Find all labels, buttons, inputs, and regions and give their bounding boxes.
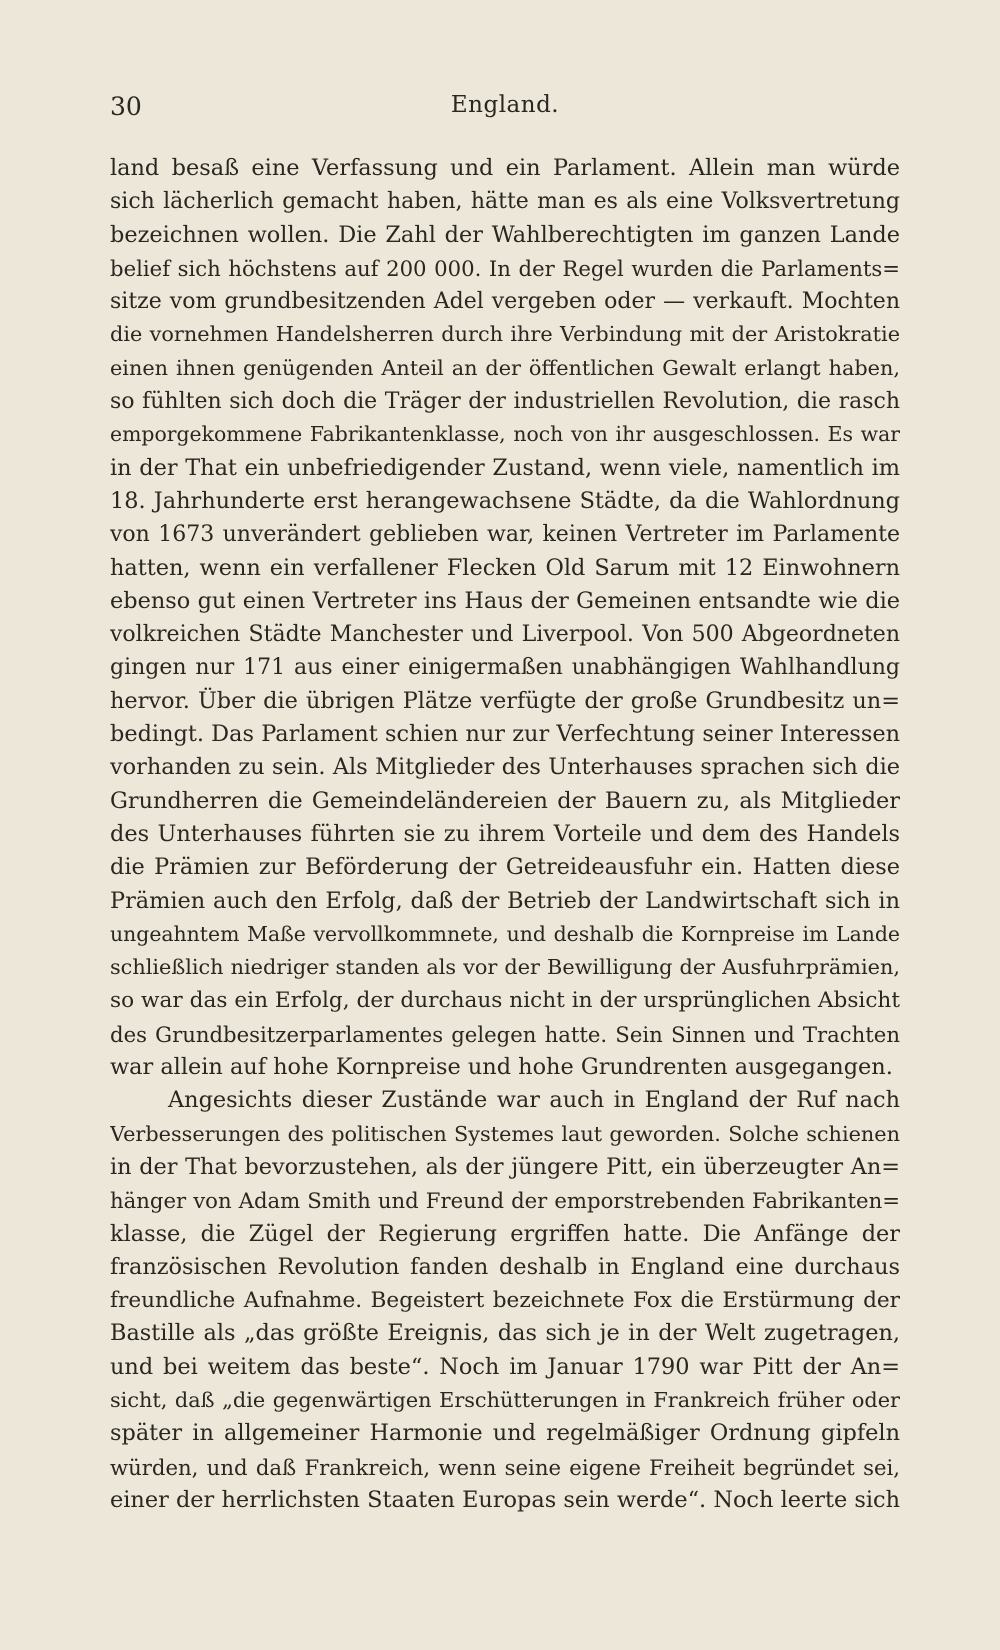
text-line: von 1673 unverändert geblieben war, keinen Vertreter im Parlamente [110,522,900,548]
text-line: klasse, die Zügel der Regierung ergriffen hatte. Die Anfänge der [110,1220,900,1247]
text-line: freundliche Aufnahme. Begeistert bezeichnete Fox die Erstürmung der [110,1288,900,1314]
text-line: einer der herrlichsten Staaten Europas sein werde“. Noch leerte sich [110,1486,900,1513]
page-header [110,92,900,122]
text-line: würden, und daß Frankreich, wenn seine eigene Freiheit begründet sei, [110,1454,900,1480]
text-line: schließlich niedriger standen als vor der Bewilligung der Ausfuhrprämien, [110,955,900,980]
text-line: 18. Jahrhunderte erst herangewachsene Städte, da die Wahlordnung [110,487,900,514]
body-text [110,152,900,1517]
paragraph-last-line: war allein auf hohe Kornpreise und hohe Grundrenten ausgegangen. [110,1054,893,1081]
text-line: des Unterhauses führten sie zu ihrem Vorteile und dem des Handels [110,820,900,847]
text-line: gingen nur 171 aus einer einigermaßen unabhängigen Wahlhandlung [110,655,900,681]
text-line: belief sich höchstens auf 200 000. In der Regel wurden die Parlaments= [110,255,900,281]
page-number: 30 [110,92,142,121]
text-line: einen ihnen genügenden Anteil an der öffentlichen Gewalt erlangt haben, [110,355,900,380]
text-line: Bastille als „das größte Ereignis, das sich je in der Welt zugetragen, [110,1320,900,1347]
text-line: des Grundbesitzerparlamentes gelegen hatte. Sein Sinnen und Trachten [110,1021,900,1047]
text-line: sich lächerlich gemacht haben, hätte man es als eine Volksvertretung [110,189,900,215]
text-line: bezeichnen wollen. Die Zahl der Wahlberechtigten im ganzen Lande [110,221,900,248]
text-line: Prämien auch den Erfolg, daß der Betrieb der Landwirtschaft sich in [110,887,900,914]
text-line: hänger von Adam Smith und Freund der emporstrebenden Fabrikanten= [110,1188,900,1214]
text-line: land besaß eine Verfassung und ein Parlament. Allein man würde [110,155,900,181]
text-line: sitze vom grundbesitzenden Adel vergeben oder — verkauft. Mochten [110,289,900,315]
text-line: französischen Revolution fanden deshalb in England eine durchaus [110,1253,900,1280]
text-line: ebenso gut einen Vertreter ins Haus der Gemeinen entsandte wie die [110,587,900,614]
text-line: und bei weitem das beste“. Noch im Januar 1790 war Pitt der An= [110,1353,900,1380]
text-line: hatten, wenn ein verfallener Flecken Old Sarum mit 12 Einwohnern [110,554,900,581]
text-line: in der That ein unbefriedigender Zustand, wenn viele, namentlich im [110,454,900,481]
text-line: so fühlten sich doch die Träger der industriellen Revolution, die rasch [110,389,900,415]
text-line: bedingt. Das Parlament schien nur zur Verfechtung seiner Interessen [110,721,900,748]
text-line: so war das ein Erfolg, der durchaus nicht in der ursprünglichen Absicht [110,988,900,1014]
text-line: Grundherren die Gemeindeländereien der Bauern zu, als Mitglieder [110,787,900,814]
text-line: ungeahntem Maße vervollkommnete, und deshalb die Kornpreise im Lande [110,921,900,946]
text-line: die Prämien zur Beförderung der Getreideausfuhr ein. Hatten diese [110,854,900,881]
text-line: später in allgemeiner Harmonie und regelmäßiger Ordnung gipfeln [110,1420,900,1447]
text-line: in der That bevorzustehen, als der jüngere Pitt, ein überzeugter An= [110,1153,900,1180]
text-line: Verbesserungen des politischen Systemes laut geworden. Solche schienen [110,1121,900,1146]
text-line: volkreichen Städte Manchester und Liverpool. Von 500 Abgeordneten [110,622,900,648]
text-line: vorhanden zu sein. Als Mitglieder des Unterhauses sprachen sich die [110,754,900,781]
text-line: hervor. Über die übrigen Plätze verfügte der große Grundbesitz un= [110,687,900,714]
text-line: sicht, daß „die gegenwärtigen Erschütterungen in Frankreich früher oder [110,1387,900,1412]
text-line: die vornehmen Handelsherren durch ihre Verbindung mit der Aristokratie [110,322,900,347]
paragraph-first-line: Angesichts dieser Zustände war auch in England der Ruf nach [168,1087,900,1114]
text-line: emporgekommene Fabrikantenklasse, noch von ihr ausgeschlossen. Es war [110,422,900,447]
running-head: England. [450,92,560,118]
